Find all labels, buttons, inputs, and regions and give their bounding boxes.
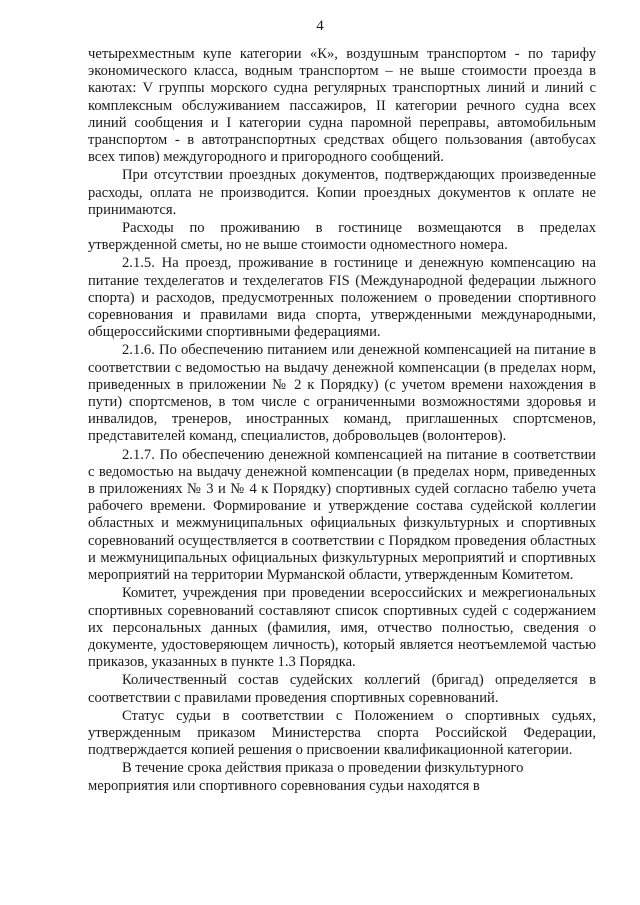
paragraph-committee-judges-list: Комитет, учреждения при проведении всероссийских и межрегиональных спортивных соревнований составляют список спортивных судей с содержанием их персональных данных (фамилия, имя, отчество полностью, сведения о документе, удостоверяющем личность), который является неотъемлемой частью приказов, указанных в пункте 1.3 Порядка. [88,585,596,671]
paragraph-missing-documents: При отсутствии проездных документов, подтверждающих произведенные расходы, оплата не производится. Копии проездных документов к оплате не принимаются. [88,167,596,218]
paragraph-2-1-5: 2.1.5. На проезд, проживание в гостинице и денежную компенсацию на питание техделегатов и техделегатов FIS (Международной федерации лыжного спорта) и расходов, предусмотренных положением о проведении спортивного соревнования и правилами вида спорта, утвержденными международными, общероссийскими спортивными федерациями. [88,255,596,341]
page-number: 4 [316,18,324,34]
paragraph-judge-status: Статус судьи в соответствии с Положением о спортивных судьях, утвержденным приказом Министерства спорта Российской Федерации, подтверждается копией решения о присвоении квалификационной категории. [88,707,596,759]
paragraph-judges-panel-size: Количественный состав судейских коллегий (бригад) определяется в соответствии с правилами проведения спортивных соревнований. [88,672,596,706]
paragraph-2-1-6: 2.1.6. По обеспечению питанием или денежной компенсацией на питание в соответствии с ведомостью на выдачу денежной компенсации (в пределах норм, приведенных в приложении № 2 к Порядку) (с учетом времени нахождения в пути) спортсменов, в том числе с ограниченными возможностями здоровья и инвалидов, тренеров, иностранных команд, приглашенных спортсменов, представителей команд, специалистов, добровольцев (волонтеров). [88,342,596,445]
paragraph-order-term: В течение срока действия приказа о проведении физкультурного мероприятия или спортивного соревнования судьи находятся в [88,760,524,794]
paragraph-hotel-expenses: Расходы по проживанию в гостинице возмещаются в пределах утвержденной сметы, но не выше стоимости одноместного номера. [88,220,596,254]
paragraph-transport-continuation: четырехместным купе категории «К», воздушным транспортом - по тарифу экономического класса, водным транспортом – не выше стоимости проезда в каютах: V группы морского судна регулярных транспортных линий и линий с комплексным обслуживанием пассажиров, II категории речного судна всех линий сообщения и I категории судна паромной переправы, автомобильным транспортом - в автотранспортных средствах общего пользования (автобусах всех типов) междугородного и пригородного сообщений. [88,46,596,166]
paragraph-2-1-7: 2.1.7. По обеспечению денежной компенсацией на питание в соответствии с ведомостью на выдачу денежной компенсации (в пределах норм, приведенных в приложениях № 3 и № 4 к Порядку) спортивных судей согласно табелю учета рабочего времени. Формирование и утверждение состава судейской коллегии областных и межмуниципальных официальных физкультурных и спортивных соревнований осуществляется в соответствии с Порядком проведения областных и межмуниципальных официальных физкультурных мероприятий и спортивных мероприятий на территории Мурманской области, утвержденным Комитетом. [88,446,596,584]
document-body [88,46,596,796]
